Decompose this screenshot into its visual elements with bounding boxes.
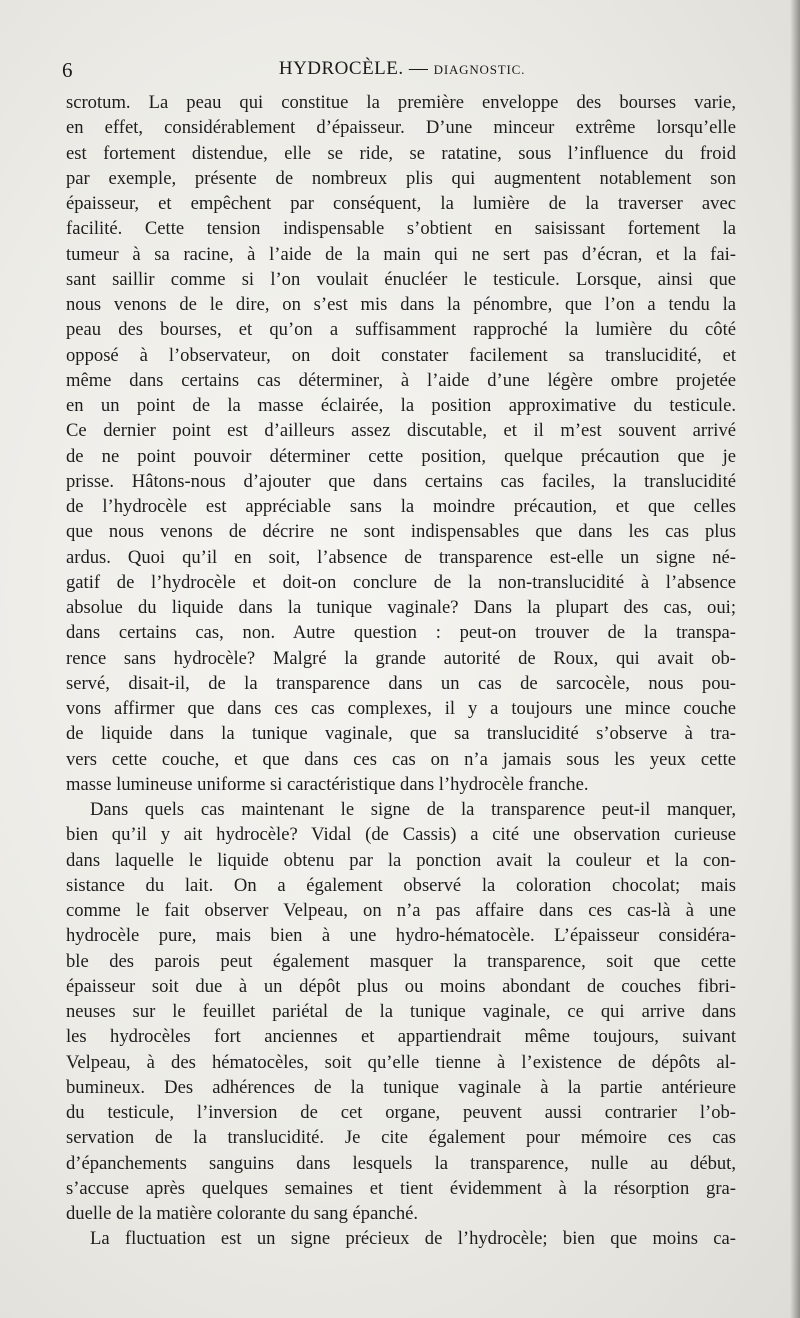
text-line: scrotum. La peau qui constitue la première enveloppe des bourses varie, — [66, 92, 736, 113]
text-line: même dans certains cas déterminer, à l’aide d’une légère ombre projetée — [66, 369, 736, 391]
text-line: nous venons de le dire, on s’est mis dans la pénombre, que l’on a tendu la — [66, 294, 736, 315]
text-line: facilité. Cette tension indispensable s’obtient en saisissant fortement la — [66, 218, 736, 240]
text-line: sant saillir comme si l’on voulait énucléer le testicule. Lorsque, ainsi que — [66, 268, 736, 290]
text-line: du testicule, l’inversion de cet organe, peuvent aussi contrarier l’ob- — [66, 1102, 736, 1123]
text-line: dans certains cas, non. Autre question : peut-on trouver de la transpa- — [66, 622, 736, 644]
text-line: servé, disait-il, de la transparence dans un cas de sarcocèle, nous pou- — [66, 672, 736, 694]
text-line: gatif de l’hydrocèle et doit-on conclure de la non-translucidité à l’absence — [66, 571, 736, 593]
text-line: de l’hydrocèle est appréciable sans la moindre précaution, et que celles — [66, 496, 736, 517]
running-head-separator: — — [408, 58, 429, 79]
text-line: rence sans hydrocèle? Malgré la grande autorité de Roux, qui avait ob- — [66, 647, 736, 669]
body-text — [66, 90, 736, 1252]
text-line: en effet, considérablement d’épaisseur. D’une minceur extrême lorsqu’elle — [66, 117, 736, 139]
text-line: Dans quels cas maintenant le signe de la transparence peut-il manquer, — [90, 799, 736, 820]
text-line: bien qu’il y ait hydrocèle? Vidal (de Cassis) a cité une observation curieuse — [66, 824, 736, 846]
text-line: que nous venons de décrire ne sont indispensables que dans les cas plus — [66, 521, 736, 543]
text-line: épaisseur soit due à un dépôt plus ou moins abondant de couches fibri- — [66, 975, 736, 997]
page-header — [62, 58, 742, 86]
text-line: Ce dernier point est d’ailleurs assez discutable, et il m’est souvent arrivé — [66, 420, 736, 442]
text-line: servation de la translucidité. Je cite également pour mémoire ces cas — [66, 1127, 736, 1149]
page-number: 6 — [62, 58, 73, 82]
text-line: vers cette couche, et que dans ces cas on n’a jamais sous les yeux cette — [66, 748, 736, 770]
running-head-section: DIAGNOSTIC. — [433, 62, 526, 77]
page-edge-shadow — [790, 0, 800, 1318]
running-head-title: HYDROCÈLE. — [278, 58, 404, 79]
text-line: en un point de la masse éclairée, la position approximative du testicule. — [66, 395, 736, 416]
text-line: les hydrocèles fort anciennes et appartiendrait même toujours, suivant — [66, 1026, 736, 1048]
text-line: hydrocèle pure, mais bien à une hydro-hématocèle. L’épaisseur considéra- — [66, 925, 736, 947]
text-line: absolue du liquide dans la tunique vaginale? Dans la plupart des cas, oui; — [66, 597, 736, 618]
running-head — [62, 58, 742, 80]
text-line: est fortement distendue, elle se ride, se ratatine, sous l’influence du froid — [66, 142, 736, 164]
text-line: dans laquelle le liquide obtenu par la ponction avait la couleur et la con- — [66, 849, 736, 871]
text-line: épaisseur, et empêchent par conséquent, la lumière de la traverser avec — [66, 193, 736, 214]
text-line: comme le fait observer Velpeau, on n’a pas affaire dans ces cas-là à une — [66, 900, 736, 921]
text-line: sistance du lait. On a également observé la coloration chocolat; mais — [66, 874, 736, 896]
text-line: bumineux. Des adhérences de la tunique vaginale à la partie antérieure — [66, 1076, 736, 1098]
text-line: peau des bourses, et qu’on a suffisamment rapproché la lumière du côté — [66, 319, 736, 341]
text-line: prisse. Hâtons-nous d’ajouter que dans certains cas faciles, la translucidité — [66, 470, 736, 492]
text-line: La fluctuation est un signe précieux de l’hydrocèle; bien que moins ca- — [90, 1228, 736, 1250]
text-line: neuses sur le feuillet pariétal de la tunique vaginale, ce qui arrive dans — [66, 1001, 736, 1022]
text-line: Velpeau, à des hématocèles, soit qu’elle tienne à l’existence de dépôts al- — [66, 1051, 736, 1073]
text-line: opposé à l’observateur, on doit constater facilement sa translucidité, et — [66, 344, 736, 366]
text-line: s’accuse après quelques semaines et tient évidemment à la résorption gra- — [66, 1177, 736, 1199]
text-line: de ne point pouvoir déterminer cette position, quelque précaution que je — [66, 445, 736, 467]
text-line: duelle de la matière colorante du sang épanché. — [66, 1203, 419, 1224]
text-line: ardus. Quoi qu’il en soit, l’absence de transparence est-elle un signe né- — [66, 546, 736, 568]
text-line: tumeur à sa racine, à l’aide de la main qui ne sert pas d’écran, et la fai- — [66, 243, 736, 265]
text-line: par exemple, présente de nombreux plis qui augmentent notablement son — [66, 167, 736, 189]
text-line: de liquide dans la tunique vaginale, que sa translucidité s’observe à tra- — [66, 723, 736, 745]
text-line: ble des parois peut également masquer la transparence, soit que cette — [66, 950, 736, 972]
text-line: d’épanchements sanguins dans lesquels la transparence, nulle au début, — [66, 1152, 736, 1174]
text-line: masse lumineuse uniforme si caractéristique dans l’hydrocèle franche. — [66, 773, 589, 795]
text-line: vons affirmer que dans ces cas complexes, il y a toujours une mince couche — [66, 698, 736, 719]
